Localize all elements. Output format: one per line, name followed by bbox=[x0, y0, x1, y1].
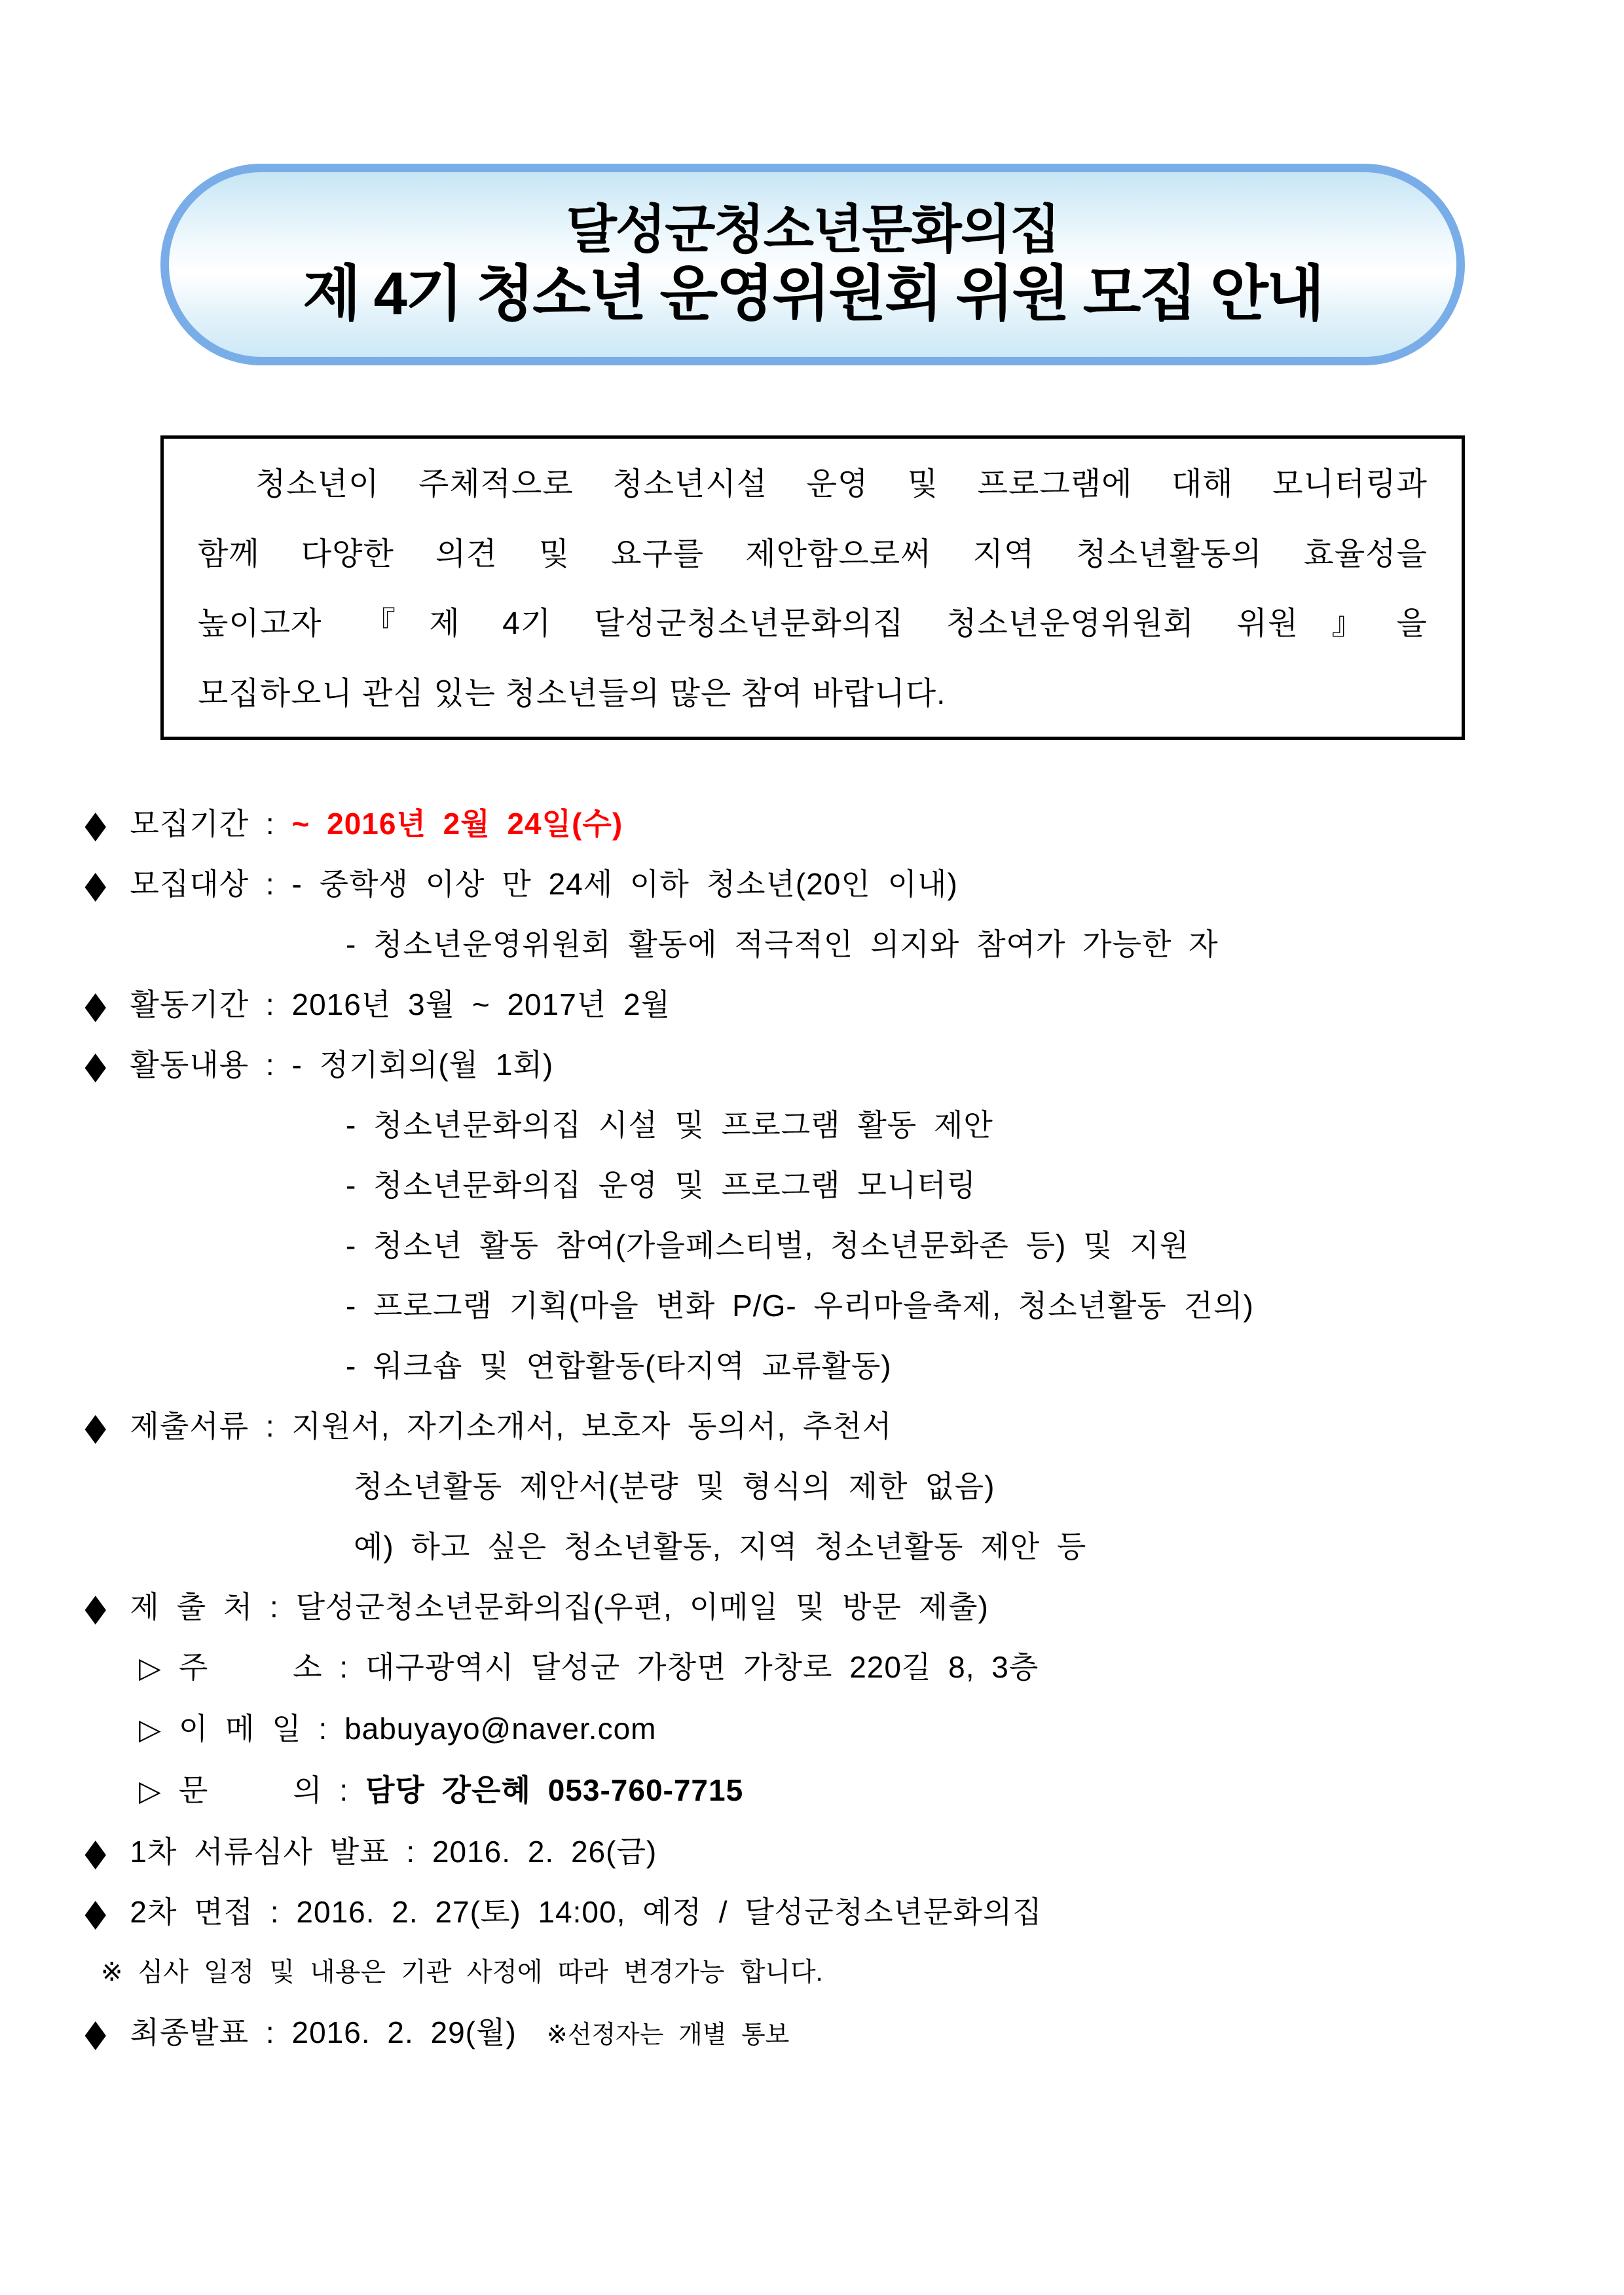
field-address bbox=[84, 1650, 1590, 1685]
triangle-bullet-icon: ▷ bbox=[139, 1775, 162, 1807]
documents-item: 청소년활동 제안서(분량 및 형식의 제한 없음) bbox=[354, 1469, 995, 1503]
diamond-bullet-icon: ◆ bbox=[84, 983, 107, 1026]
title-banner bbox=[160, 164, 1465, 365]
activity-item: - 워크숍 및 연합활동(타지역 교류활동) bbox=[346, 1349, 892, 1383]
diamond-bullet-icon: ◆ bbox=[84, 862, 107, 906]
triangle-bullet-icon: ▷ bbox=[139, 1652, 162, 1684]
final-announce-label: 최종발표 : bbox=[130, 2015, 292, 2049]
submit-to-label: 제 출 처 : bbox=[130, 1590, 296, 1624]
schedule-note bbox=[84, 1955, 1590, 1989]
field-final-announce bbox=[84, 2011, 1590, 2054]
documents-item-row bbox=[84, 1469, 1590, 1503]
interview-value: 2016. 2. 27(토) 14:00, 예정 / 달성군청소년문화의집 bbox=[296, 1895, 1043, 1929]
schedule-note-text: ※ 심사 일정 및 내용은 기관 사정에 따라 변경가능 합니다. bbox=[101, 1958, 823, 1987]
field-submit-to bbox=[84, 1585, 1590, 1628]
diamond-bullet-icon: ◆ bbox=[84, 1585, 107, 1628]
field-interview bbox=[84, 1890, 1590, 1934]
address-value: 대구광역시 달성군 가창면 가창로 220길 8, 3층 bbox=[365, 1650, 1039, 1684]
documents-item: 예) 하고 싶은 청소년활동, 지역 청소년활동 제안 등 bbox=[354, 1530, 1087, 1564]
diamond-bullet-icon: ◆ bbox=[84, 2011, 107, 2054]
first-screening-label: 1차 서류심사 발표 : bbox=[130, 1835, 432, 1869]
diamond-bullet-icon: ◆ bbox=[84, 1890, 107, 1934]
activity-item: - 프로그램 기획(마을 변화 P/G- 우리마을축제, 청소년활동 건의) bbox=[346, 1289, 1254, 1323]
intro-line: 청소년이 주체적으로 청소년시설 운영 및 프로그램에 대해 모니터링과 bbox=[255, 467, 1428, 502]
interview-label: 2차 면접 : bbox=[130, 1895, 297, 1929]
org-title: 달성군청소년문화의집 bbox=[566, 200, 1060, 259]
activity-content-label: 활동내용 : bbox=[130, 1048, 292, 1082]
activity-item: - 청소년문화의집 시설 및 프로그램 활동 제안 bbox=[346, 1108, 993, 1142]
activity-item-row bbox=[84, 1168, 1590, 1202]
intro-line: 모집하오니 관심 있는 청소년들의 많은 참여 바랍니다. bbox=[198, 676, 946, 711]
diamond-bullet-icon: ◆ bbox=[84, 1043, 107, 1086]
activity-period-value: 2016년 3월 ~ 2017년 2월 bbox=[291, 987, 671, 1021]
triangle-bullet-icon: ▷ bbox=[139, 1714, 162, 1746]
first-screening-value: 2016. 2. 26(금) bbox=[432, 1835, 657, 1869]
documents-item-row bbox=[84, 1530, 1590, 1564]
field-recruit-period bbox=[84, 802, 1590, 845]
diamond-bullet-icon: ◆ bbox=[84, 1405, 107, 1448]
documents-label: 제출서류 : bbox=[130, 1409, 292, 1443]
detail-list bbox=[84, 802, 1590, 2078]
field-inquiry bbox=[84, 1773, 1590, 1808]
activity-period-label: 활동기간 : bbox=[130, 987, 292, 1021]
submit-to-value: 달성군청소년문화의집(우편, 이메일 및 방문 제출) bbox=[295, 1590, 989, 1624]
inquiry-label: 문 의 : bbox=[178, 1773, 365, 1807]
activity-item-row bbox=[84, 1228, 1590, 1262]
diamond-bullet-icon: ◆ bbox=[84, 1830, 107, 1873]
address-label: 주 소 : bbox=[178, 1650, 365, 1684]
recruit-period-value: ~ 2016년 2월 24일(수) bbox=[291, 807, 623, 841]
email-label: 이 메 일 : bbox=[178, 1712, 345, 1746]
field-first-screening bbox=[84, 1830, 1590, 1873]
intro-line: 함께 다양한 의견 및 요구를 제안함으로써 지역 청소년활동의 효율성을 bbox=[198, 536, 1428, 572]
field-activity-content bbox=[84, 1043, 1590, 1086]
field-activity-period bbox=[84, 983, 1590, 1026]
activity-item: - 정기회의(월 1회) bbox=[291, 1048, 554, 1082]
field-recruit-target bbox=[84, 862, 1590, 906]
recruit-target-line2: - 청소년운영위원회 활동에 적극적인 의지와 참여가 가능한 자 bbox=[346, 927, 1219, 961]
recruit-period-label: 모집기간 : bbox=[130, 807, 292, 841]
field-email bbox=[84, 1712, 1590, 1747]
documents-item: 지원서, 자기소개서, 보호자 동의서, 추천서 bbox=[291, 1409, 893, 1443]
field-recruit-target-cont bbox=[84, 927, 1590, 961]
intro-box bbox=[160, 435, 1465, 740]
activity-item-row bbox=[84, 1289, 1590, 1323]
intro-line: 높이고자 『제 4기 달성군청소년문화의집 청소년운영위원회 위원』을 bbox=[198, 606, 1428, 642]
activity-item: - 청소년문화의집 운영 및 프로그램 모니터링 bbox=[346, 1168, 977, 1202]
activity-item-row bbox=[84, 1349, 1590, 1383]
diamond-bullet-icon: ◆ bbox=[84, 802, 107, 845]
field-documents bbox=[84, 1405, 1590, 1448]
recruit-target-label: 모집대상 : bbox=[130, 867, 292, 901]
final-announce-note: ※선정자는 개별 통보 bbox=[546, 2021, 790, 2049]
recruit-title: 제 4기 청소년 운영위원회 위원 모집 안내 bbox=[303, 261, 1323, 328]
final-announce-value: 2016. 2. 29(월) bbox=[291, 2015, 517, 2049]
email-value: babuyayo@naver.com bbox=[344, 1712, 657, 1746]
recruit-target-line1: - 중학생 이상 만 24세 이하 청소년(20인 이내) bbox=[291, 867, 958, 901]
activity-item-row bbox=[84, 1108, 1590, 1142]
activity-item: - 청소년 활동 참여(가을페스티벌, 청소년문화존 등) 및 지원 bbox=[346, 1228, 1190, 1262]
inquiry-value: 담당 강은혜 053-760-7715 bbox=[365, 1773, 744, 1807]
